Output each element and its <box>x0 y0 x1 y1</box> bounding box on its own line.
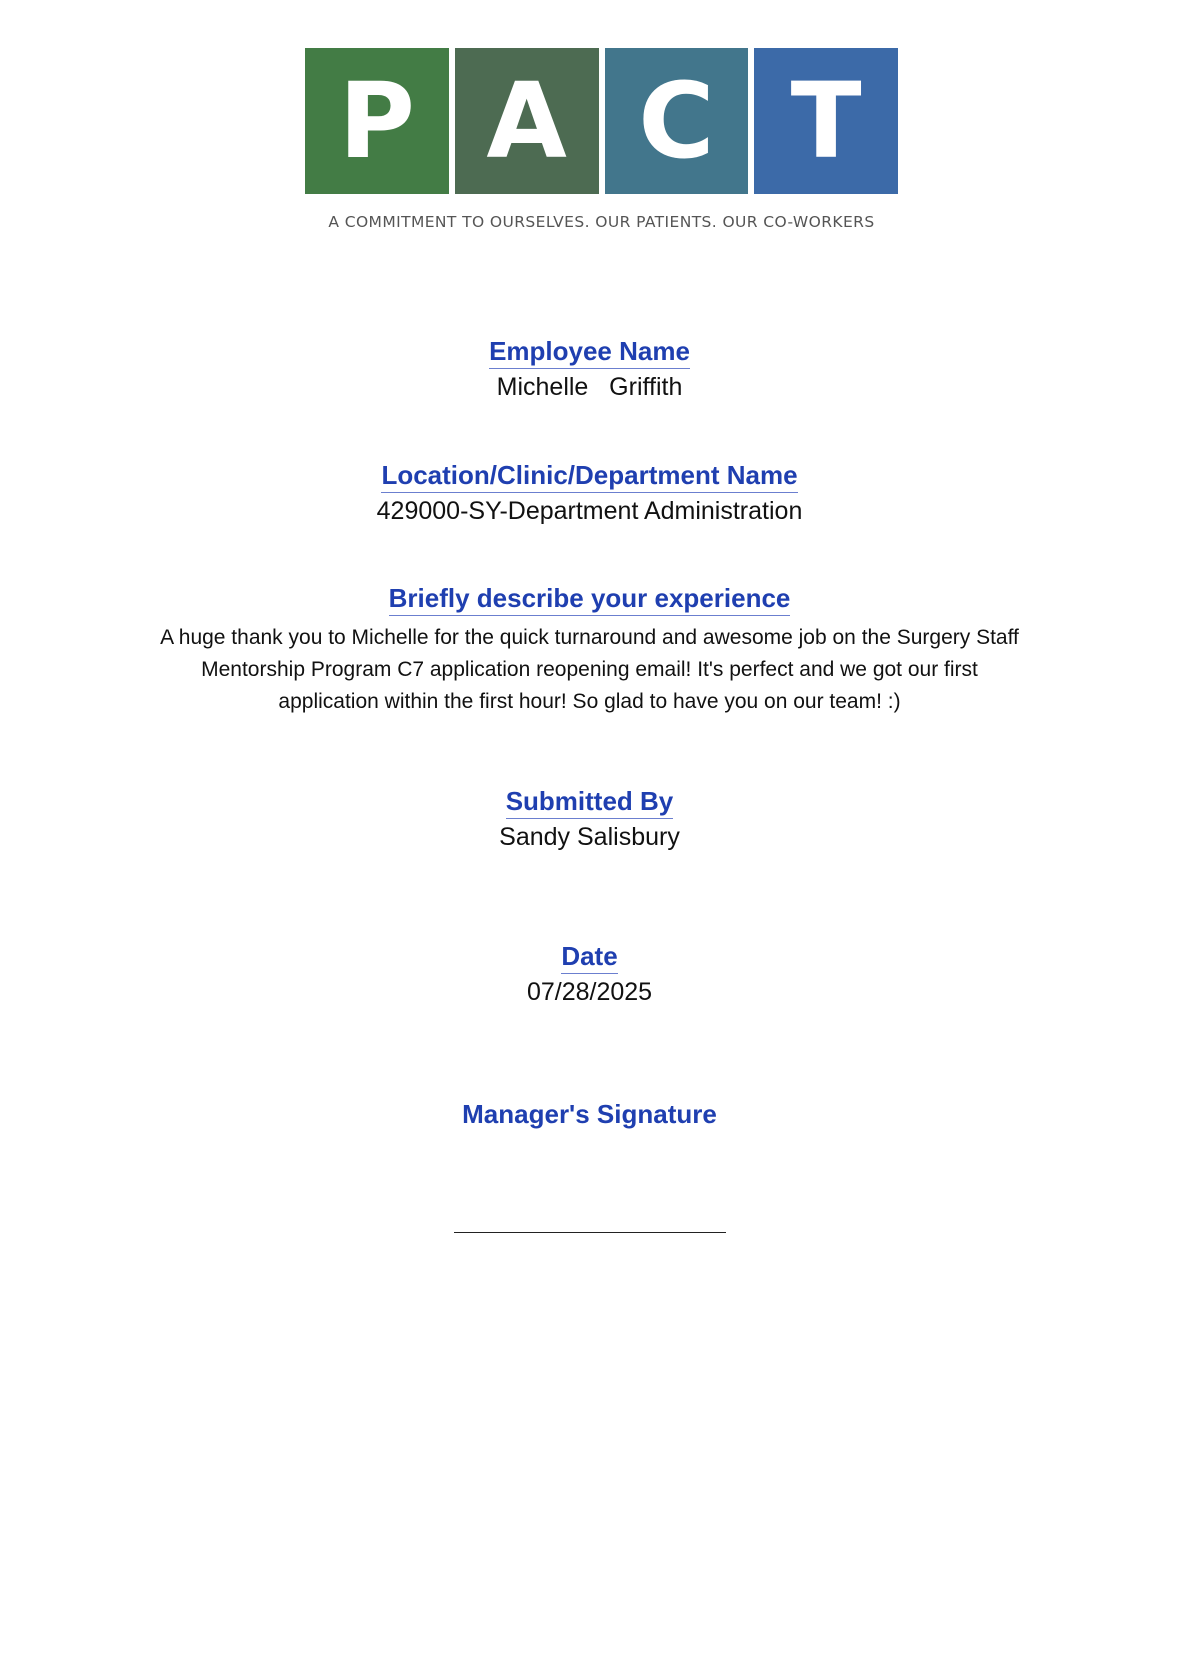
experience-label: Briefly describe your experience <box>389 583 791 616</box>
employee-name-label: Employee Name <box>489 336 690 369</box>
date-section <box>0 941 1179 1010</box>
logo-tile-c: C <box>605 48 749 194</box>
manager-signature-section <box>0 1099 1179 1129</box>
date-label: Date <box>561 941 617 974</box>
employee-name-section <box>0 336 1179 405</box>
location-section <box>0 460 1179 529</box>
submitted-by-section <box>0 786 1179 855</box>
logo-tile-a: A <box>455 48 599 194</box>
logo-tile-p: P <box>305 48 449 194</box>
logo-tagline: A COMMITMENT TO OURSELVES. OUR PATIENTS. OUR CO-WORKERS <box>328 213 875 231</box>
experience-text: A huge thank you to Michelle for the quick turnaround and awesome job on the Surgery Staff Mentorship Program C7 application reopening email! It's perfect and we got our first application within the first hour! So glad to have you on our team! :) <box>160 626 1019 713</box>
signature-line <box>454 1232 726 1233</box>
logo-tiles <box>305 48 898 194</box>
experience-section <box>0 583 1179 718</box>
pact-logo <box>305 48 898 234</box>
location-label: Location/Clinic/Department Name <box>381 460 797 493</box>
date-value: 07/28/2025 <box>526 978 653 1006</box>
logo-tile-t: T <box>754 48 898 194</box>
signature-line-section <box>0 1220 1179 1238</box>
submitted-by-label: Submitted By <box>506 786 674 819</box>
submitted-by-value: Sandy Salisbury <box>499 823 680 851</box>
manager-signature-label: Manager's Signature <box>462 1099 717 1129</box>
location-value: 429000-SY-Department Administration <box>376 497 803 525</box>
employee-name-value: Michelle Griffith <box>496 373 683 401</box>
